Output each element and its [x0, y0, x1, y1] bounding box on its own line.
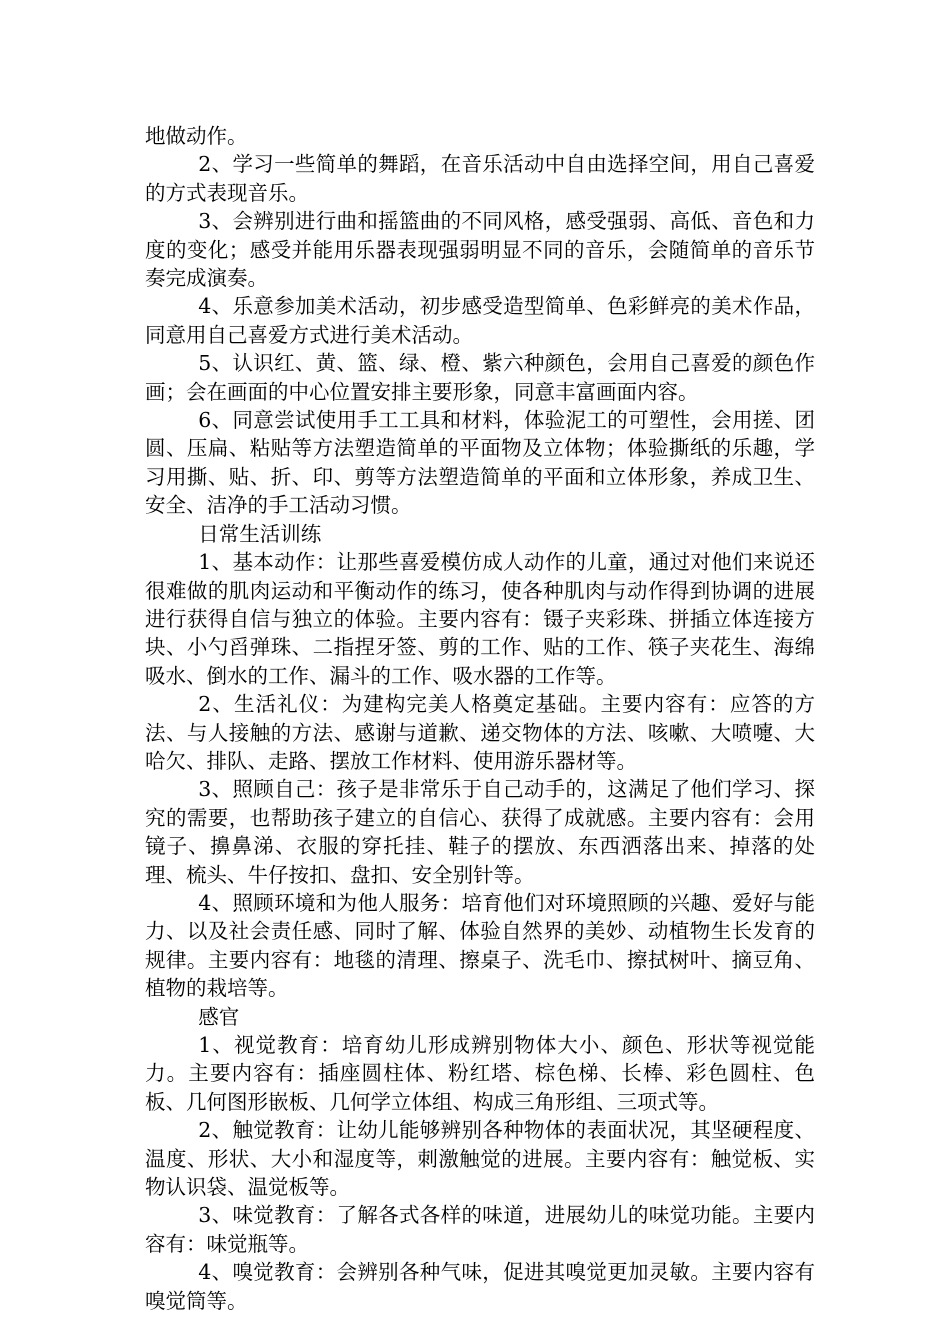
paragraph-handcraft: 6、同意尝试使用手工工具和材料，体验泥工的可塑性，会用搓、团圆、压扁、粘贴等方法塑造简单的平面物及立体物；体验撕纸的乐趣，学习用撕、贴、折、印、剪等方法塑造简单的平面和立体形象，养成卫生、安全、洁净的手工活动习惯。 — [145, 408, 815, 518]
paragraph-art-activity: 4、乐意参加美术活动，初步感受造型简单、色彩鲜亮的美术作品，同意用自己喜爱方式进行美术活动。 — [145, 294, 815, 347]
paragraph-self-care: 3、照顾自己：孩子是非常乐于自己动手的，这满足了他们学习、探究的需要，也帮助孩子建立的自信心、获得了成就感。主要内容有：会用镜子、擤鼻涕、衣服的穿托挂、鞋子的摆放、东西洒落出来、掉落的处理、梳头、牛仔按扣、盘扣、安全别针等。 — [145, 777, 815, 887]
paragraph-smell: 4、嗅觉教育：会辨别各种气味，促进其嗅觉更加灵敏。主要内容有嗅觉筒等。 — [145, 1260, 815, 1313]
paragraph-taste: 3、味觉教育：了解各式各样的味道，进展幼儿的味觉功能。主要内容有：味觉瓶等。 — [145, 1203, 815, 1256]
section-heading-senses: 感官 — [198, 1004, 240, 1029]
document-page — [145, 122, 815, 1315]
paragraph-tactile: 2、触觉教育：让幼儿能够辨别各种物体的表面状况，其坚硬程度、温度、形状、大小和湿度等，刺激触觉的进展。主要内容有：触觉板、实物认识袋、温觉板等。 — [145, 1118, 815, 1200]
paragraph-etiquette: 2、生活礼仪：为建构完美人格奠定基础。主要内容有：应答的方法、与人接触的方法、感谢与道歉、递交物体的方法、咳嗽、大喷嚏、大哈欠、排队、走路、摆放工作材料、使用游乐器材等。 — [145, 692, 815, 773]
section-heading-daily-life: 日常生活训练 — [198, 521, 322, 546]
paragraph-colors: 5、认识红、黄、篮、绿、橙、紫六种颜色，会用自己喜爱的颜色作画；会在画面的中心位置安排主要形象，同意丰富画面内容。 — [145, 351, 815, 404]
paragraph-visual: 1、视觉教育：培育幼儿形成辨别物体大小、颜色、形状等视觉能力。主要内容有：插座圆柱体、粉红塔、棕色梯、长棒、彩色圆柱、色板、几何图形嵌板、几何学立体组、构成三角形组、三项式等。 — [145, 1033, 815, 1114]
paragraph-music-styles: 3、会辨别进行曲和摇篮曲的不同风格，感受强弱、高低、音色和力度的变化；感受并能用乐器表现强弱明显不同的音乐，会随简单的音乐节奏完成演奏。 — [145, 209, 815, 291]
paragraph-environment: 4、照顾环境和为他人服务：培育他们对环境照顾的兴趣、爱好与能力、以及社会责任感、同时了解、体验自然界的美妙、动植物生长发育的规律。主要内容有：地毯的清理、擦桌子、洗毛巾、擦拭树叶、摘豆角、植物的栽培等。 — [145, 890, 815, 1001]
paragraph-music-dance: 2、学习一些简单的舞蹈，在音乐活动中自由选择空间，用自己喜爱的方式表现音乐。 — [145, 152, 815, 205]
paragraph-basic-actions: 1、基本动作：让那些喜爱模仿成人动作的儿童，通过对他们来说还很难做的肌肉运动和平衡动作的练习，使各种肌肉与动作得到协调的进展进行获得自信与独立的体验。主要内容有：镊子夹彩珠、拼插立体连接方块、小勺舀弹珠、二指捏牙签、剪的工作、贴的工作、筷子夹花生、海绵吸水、倒水的工作、漏斗的工作、吸水器的工作等。 — [145, 550, 815, 688]
paragraph-continuation: 地做动作。 — [145, 124, 248, 148]
